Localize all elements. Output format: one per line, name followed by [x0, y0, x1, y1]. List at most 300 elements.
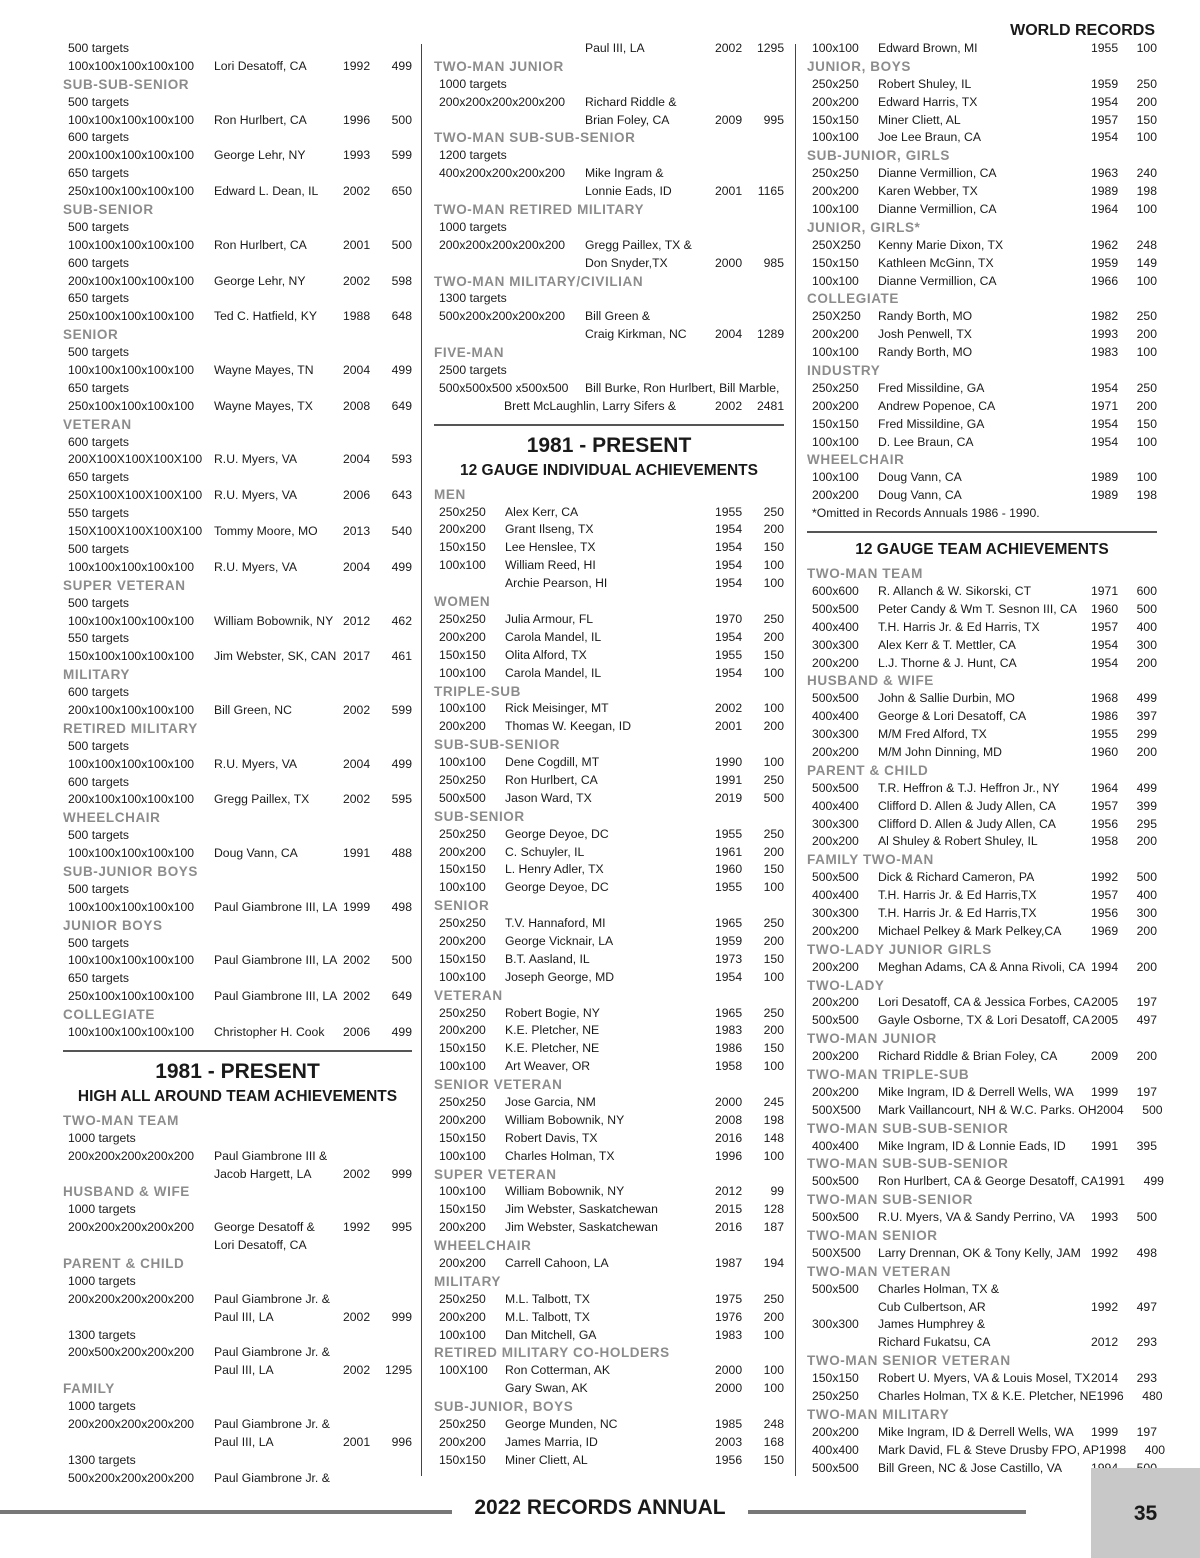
- record-row: [63, 147, 412, 165]
- record-row: [434, 557, 784, 575]
- record-event: 500 targets: [68, 935, 129, 950]
- record-name: M/M John Dinning, MD: [878, 744, 1002, 759]
- record-row: [807, 1245, 1157, 1263]
- record-year: 1991: [343, 846, 371, 861]
- record-event: 100x100: [812, 345, 859, 360]
- record-row: [434, 629, 784, 647]
- record-event: 1300 targets: [439, 291, 507, 306]
- record-year: 2001: [343, 237, 371, 252]
- record-year: 1999: [1091, 1424, 1119, 1439]
- record-year: [343, 1398, 385, 1416]
- record-score: 595: [391, 792, 412, 807]
- record-name: Joseph George, MD: [505, 969, 615, 984]
- record-name: Carola Mandel, IL: [505, 629, 602, 644]
- record-event: 500x500: [812, 1460, 859, 1475]
- section-heading: HUSBAND & WIFE: [807, 673, 934, 689]
- record-year: 2002: [343, 989, 371, 1004]
- record-year: 1960: [715, 862, 743, 877]
- section-heading: PARENT & CHILD: [807, 762, 929, 778]
- record-row: [434, 1452, 784, 1470]
- record-year: 2005: [1091, 1013, 1119, 1028]
- record-row: [63, 1344, 412, 1362]
- record-event: 100x100x100x100x100: [68, 1024, 195, 1039]
- record-year: 1957: [1091, 798, 1119, 813]
- record-row: [63, 1219, 412, 1237]
- record-name: Dianne Vermillion, CA: [878, 202, 997, 217]
- record-name: Mike Ingram &: [585, 166, 664, 181]
- record-score: [385, 1470, 412, 1488]
- record-name: Miner Cliett, AL: [505, 1452, 588, 1467]
- record-event: 150x150: [812, 255, 859, 270]
- record-row: [63, 541, 412, 559]
- record-score: 250: [763, 772, 784, 787]
- record-score: 499: [391, 559, 412, 574]
- record-name: Clifford D. Allen & Judy Allen, CA: [878, 798, 1056, 813]
- record-event: [807, 1299, 878, 1317]
- record-name: [214, 1273, 343, 1291]
- record-score: 499: [391, 756, 412, 771]
- record-row: [63, 1309, 412, 1327]
- record-name: Christopher H. Cook: [214, 1024, 325, 1039]
- record-score: [757, 94, 784, 112]
- records-column-3: [807, 40, 1166, 1477]
- record-name: Don Snyder,TX: [585, 255, 668, 270]
- record-name: Edward Brown, MI: [878, 41, 978, 55]
- record-row: [63, 398, 412, 416]
- record-event: 150x150: [439, 862, 486, 877]
- record-name: M.L. Talbott, TX: [505, 1309, 590, 1324]
- record-score: 498: [391, 899, 412, 914]
- record-name: T.R. Heffron & T.J. Heffron Jr., NY: [878, 780, 1060, 795]
- record-row: [434, 539, 784, 557]
- record-event: 100x100x100x100x100: [68, 613, 195, 628]
- record-event: 100x100: [439, 665, 486, 680]
- section-heading: SENIOR: [63, 327, 119, 343]
- record-name: Art Weaver, OR: [505, 1059, 591, 1074]
- record-name: Gregg Paillex, TX &: [585, 237, 692, 252]
- record-year: [343, 684, 385, 702]
- record-name: Ron Hurlbert, CA & George Desatoff, CA: [878, 1174, 1098, 1189]
- record-score: [385, 1344, 412, 1362]
- record-year: [1091, 1316, 1129, 1334]
- record-name: Dan Mitchell, GA: [505, 1327, 597, 1342]
- record-name: Paul III, LA: [214, 1434, 274, 1449]
- record-name: [214, 165, 343, 183]
- era-heading: 1981 - PRESENT: [526, 433, 692, 457]
- record-event: 250x250: [812, 1389, 859, 1404]
- section-heading: VETERAN: [434, 987, 503, 1003]
- record-event: 500x500: [812, 691, 859, 706]
- section-heading: COLLEGIATE: [807, 291, 899, 307]
- record-row: [63, 290, 412, 308]
- record-name: T.V. Hannaford, MI: [505, 916, 606, 931]
- record-score: 150: [763, 1041, 784, 1056]
- record-score: 128: [763, 1202, 784, 1217]
- record-score: [385, 595, 412, 613]
- record-name: [214, 1201, 343, 1219]
- record-row: [63, 684, 412, 702]
- record-event: 2500 targets: [439, 363, 507, 378]
- record-year: [343, 1452, 385, 1470]
- record-score: 200: [1136, 923, 1157, 938]
- record-row: [807, 1281, 1157, 1299]
- record-row: [63, 952, 412, 970]
- record-score: 100: [1136, 345, 1157, 360]
- record-name: [214, 40, 343, 58]
- record-year: [715, 290, 757, 308]
- page-number-box: [1091, 1468, 1200, 1558]
- record-event: 100x100: [439, 880, 486, 895]
- record-year: 1990: [715, 755, 743, 770]
- record-year: [343, 1148, 385, 1166]
- record-event: 500x500: [812, 870, 859, 885]
- record-row: [434, 718, 784, 736]
- footer-rule-left: [0, 1510, 452, 1514]
- record-score: 1295: [757, 41, 785, 55]
- record-row: [434, 1022, 784, 1040]
- record-score: 399: [1136, 798, 1157, 813]
- record-row: [807, 380, 1157, 398]
- record-row: [63, 988, 412, 1006]
- record-year: [343, 165, 385, 183]
- record-year: 1983: [715, 1327, 743, 1342]
- record-score: [385, 935, 412, 953]
- record-year: [343, 1327, 385, 1345]
- record-score: [385, 630, 412, 648]
- record-row: [434, 879, 784, 897]
- record-name: Paul Giambrone III, LA: [214, 899, 338, 914]
- record-year: 1954: [1091, 94, 1119, 109]
- record-event: 550 targets: [68, 631, 129, 646]
- record-score: 150: [1136, 416, 1157, 431]
- record-score: 200: [1136, 327, 1157, 342]
- record-row: [807, 1388, 1163, 1406]
- record-name: James Humphrey &: [878, 1317, 986, 1332]
- record-name: Richard Riddle &: [585, 94, 677, 109]
- record-event: 200x200: [812, 94, 859, 109]
- section-heading: SUB-JUNIOR BOYS: [63, 863, 199, 879]
- record-row: [807, 129, 1157, 147]
- record-row: [63, 58, 412, 76]
- record-row: [807, 1012, 1157, 1030]
- record-year: 1964: [1091, 780, 1119, 795]
- record-row: [434, 861, 784, 879]
- record-name: R.U. Myers, VA: [214, 559, 298, 574]
- record-row: [807, 237, 1157, 255]
- record-name: Jacob Hargett, LA: [214, 1166, 312, 1181]
- record-score: 100: [763, 1148, 784, 1163]
- record-name: Larry Drennan, OK & Tony Kelly, JAM: [878, 1245, 1081, 1260]
- record-event: 100x100x100x100x100: [68, 846, 195, 861]
- record-event: 200x200: [812, 488, 859, 503]
- record-event: 250x250: [812, 76, 859, 91]
- record-score: 643: [391, 488, 412, 503]
- record-row: [63, 613, 412, 631]
- record-name: Bill Burke, Ron Hurlbert, Bill Marble,: [585, 380, 780, 395]
- section-heading: FAMILY TWO-MAN: [807, 852, 934, 868]
- record-score: 462: [391, 613, 412, 628]
- record-score: 200: [1136, 94, 1157, 109]
- record-year: 1956: [1091, 816, 1119, 831]
- record-name: Robert Davis, TX: [505, 1130, 598, 1145]
- record-score: [385, 129, 412, 147]
- record-score: 100: [763, 665, 784, 680]
- record-event: [63, 1237, 214, 1255]
- record-score: 593: [391, 452, 412, 467]
- record-year: 1993: [343, 148, 371, 163]
- record-event: [434, 326, 585, 344]
- record-event: 150x150: [439, 540, 486, 555]
- section-heading: TWO-MAN SUB-SUB-SENIOR: [434, 130, 636, 146]
- record-score: 100: [763, 701, 784, 716]
- achievement-heading: HIGH ALL AROUND TEAM ACHIEVEMENTS: [77, 1087, 398, 1105]
- record-name: Mark Vaillancourt, NH & W.C. Parks. OH: [878, 1102, 1097, 1117]
- record-year: 2003: [715, 1434, 743, 1449]
- record-score: [385, 255, 412, 273]
- record-event: 200x100x100x100x100: [68, 792, 195, 807]
- record-event: 150x150: [812, 416, 859, 431]
- record-year: 2002: [343, 1166, 371, 1181]
- section-heading: SUB-JUNIOR, GIRLS: [807, 148, 950, 164]
- record-row: [434, 521, 784, 539]
- section-heading: SUB-SENIOR: [434, 808, 525, 824]
- footer-rule-right: [748, 1510, 1026, 1514]
- record-year: 1960: [1091, 744, 1119, 759]
- record-row: [434, 165, 784, 183]
- record-row: [63, 738, 412, 756]
- record-row: [63, 308, 412, 326]
- record-score: 500: [1142, 1102, 1163, 1117]
- record-score: 200: [763, 629, 784, 644]
- record-score: 99: [770, 1184, 784, 1199]
- record-event: 100x100x100x100x100: [68, 953, 195, 968]
- record-year: 2000: [715, 1381, 743, 1396]
- record-year: [343, 129, 385, 147]
- record-year: 2006: [343, 488, 371, 503]
- record-row: [434, 1005, 784, 1023]
- record-row: [807, 780, 1157, 798]
- section-heading: TWO-MAN RETIRED MILITARY: [434, 202, 645, 218]
- record-event: 1000 targets: [439, 76, 507, 91]
- record-row: [434, 933, 784, 951]
- record-name: C. Schuyler, IL: [505, 844, 585, 859]
- record-row: [807, 726, 1157, 744]
- record-score: [757, 237, 784, 255]
- record-event: 250x250: [439, 772, 486, 787]
- record-name: Charles Holman, TX: [505, 1148, 615, 1163]
- record-row: [434, 398, 784, 416]
- record-score: 300: [1136, 905, 1157, 920]
- record-score: [385, 165, 412, 183]
- record-event: 500x200x200x200x200: [439, 309, 566, 324]
- section-heading: TRIPLE-SUB: [434, 683, 521, 699]
- record-year: [343, 630, 385, 648]
- record-event: 200x200: [812, 1084, 859, 1099]
- record-row: [63, 505, 412, 523]
- record-row: [434, 76, 784, 94]
- record-row: [807, 1102, 1163, 1120]
- record-score: 198: [1136, 184, 1157, 199]
- record-row: [63, 94, 412, 112]
- record-name: [585, 362, 715, 380]
- footer-title: 2022 RECORDS ANNUAL: [474, 1496, 726, 1519]
- record-score: [385, 970, 412, 988]
- record-name: Carola Mandel, IL: [505, 665, 602, 680]
- record-row: [807, 416, 1157, 434]
- record-name: William Bobownik, NY: [505, 1112, 625, 1127]
- record-name: Paul III, LA: [585, 41, 645, 55]
- record-year: [343, 1237, 385, 1255]
- record-name: Bill Green, NC: [214, 702, 292, 717]
- record-year: 1957: [1091, 888, 1119, 903]
- record-event: 200x200: [812, 995, 859, 1010]
- record-name: Wayne Mayes, TN: [214, 363, 314, 378]
- record-event: [63, 1434, 214, 1452]
- record-score: 599: [391, 702, 412, 717]
- record-name: Paul Giambrone Jr. &: [214, 1291, 330, 1306]
- record-row: [807, 905, 1157, 923]
- record-row: [434, 969, 784, 987]
- record-year: 1976: [715, 1309, 743, 1324]
- record-score: 497: [1136, 1013, 1157, 1028]
- record-score: 500: [391, 112, 412, 127]
- record-score: [385, 684, 412, 702]
- record-year: 2004: [343, 756, 371, 771]
- record-row: [63, 183, 412, 201]
- record-score: 540: [391, 524, 412, 539]
- record-name: Richard Fukatsu, CA: [878, 1335, 991, 1350]
- record-row: [63, 648, 412, 666]
- record-year: 2001: [715, 184, 743, 199]
- record-name: [214, 738, 343, 756]
- record-event: 600 targets: [68, 774, 129, 789]
- record-name: Randy Borth, MO: [878, 345, 973, 360]
- record-year: [343, 1273, 385, 1291]
- record-name: Robert U. Myers, VA & Louis Mosel, TX: [878, 1371, 1091, 1386]
- section-heading: TWO-MAN JUNIOR: [807, 1031, 937, 1047]
- record-name: George Lehr, NY: [214, 273, 306, 288]
- record-score: [385, 290, 412, 308]
- record-name: William Reed, HI: [505, 558, 596, 573]
- record-row: [63, 129, 412, 147]
- record-year: 1969: [1091, 923, 1119, 938]
- record-row: [807, 744, 1157, 762]
- record-event: 400x400: [812, 1138, 859, 1153]
- record-event: 150x150: [439, 951, 486, 966]
- record-year: 2004: [343, 559, 371, 574]
- record-row: [434, 1219, 784, 1237]
- record-score: 2481: [757, 398, 785, 413]
- column-divider: [421, 44, 422, 1476]
- record-row: [434, 1040, 784, 1058]
- record-row: [807, 40, 1157, 58]
- section-heading: FIVE-MAN: [434, 345, 505, 361]
- record-year: 1986: [1091, 709, 1119, 724]
- record-year: [715, 76, 757, 94]
- record-year: 1954: [715, 522, 743, 537]
- record-event: 200x200: [812, 1424, 859, 1439]
- record-name: T.H. Harris Jr. & Ed Harris, TX: [878, 619, 1040, 634]
- record-name: Ron Hurlbert, CA: [505, 772, 598, 787]
- record-event: 200x200: [439, 719, 486, 734]
- record-row: [807, 1316, 1157, 1334]
- record-event: 250x250: [439, 916, 486, 931]
- record-name: [585, 147, 715, 165]
- record-event: 200x200x200x200x200: [68, 1417, 195, 1432]
- record-row: [807, 1442, 1166, 1460]
- record-event: 500x500: [812, 780, 859, 795]
- record-row: [434, 255, 784, 273]
- record-year: 1960: [1091, 601, 1119, 616]
- record-score: 649: [391, 989, 412, 1004]
- record-year: 2002: [715, 398, 743, 413]
- section-heading: TWO-LADY JUNIOR GIRLS: [807, 941, 992, 957]
- record-year: 1954: [1091, 655, 1119, 670]
- record-event: 250x100x100x100x100: [68, 309, 195, 324]
- record-event: 200x200: [812, 834, 859, 849]
- record-year: 2002: [343, 953, 371, 968]
- record-row: [434, 772, 784, 790]
- record-row: [807, 487, 1157, 505]
- record-name: [214, 541, 343, 559]
- record-row: [434, 1094, 784, 1112]
- record-name: Paul Giambrone Jr. &: [214, 1345, 330, 1360]
- record-row: [807, 1138, 1157, 1156]
- record-score: [385, 774, 412, 792]
- record-row: [63, 380, 412, 398]
- section-heading: WHEELCHAIR: [434, 1238, 532, 1254]
- record-row: [63, 559, 412, 577]
- record-year: 2013: [343, 524, 371, 539]
- record-score: 500: [1136, 1210, 1157, 1225]
- record-event: 500x500: [812, 601, 859, 616]
- record-year: 1991: [1091, 1138, 1119, 1153]
- record-row: [807, 1299, 1157, 1317]
- record-row: [63, 1362, 412, 1380]
- record-score: [385, 1291, 412, 1309]
- record-year: [343, 1416, 385, 1434]
- record-row: [807, 1209, 1157, 1227]
- record-score: [385, 1327, 412, 1345]
- record-name: John & Sallie Durbin, MO: [878, 691, 1015, 706]
- record-score: 148: [763, 1130, 784, 1145]
- record-name: Dianne Vermillion, CA: [878, 273, 997, 288]
- record-year: 1992: [343, 58, 371, 73]
- record-event: 200x200: [439, 1256, 486, 1270]
- record-row: [63, 1130, 412, 1148]
- record-score: 100: [763, 969, 784, 984]
- record-row: [807, 1424, 1157, 1442]
- record-score: 100: [1136, 202, 1157, 217]
- record-score: 100: [1136, 470, 1157, 485]
- record-score: 498: [1136, 1245, 1157, 1260]
- record-name: [585, 219, 715, 237]
- record-name: [214, 255, 343, 273]
- record-row: [807, 619, 1157, 637]
- record-year: [343, 881, 385, 899]
- record-name: Cub Culbertson, AR: [878, 1299, 986, 1314]
- record-name: Michael Pelkey & Mark Pelkey,CA: [878, 923, 1062, 938]
- record-year: 1996: [343, 112, 371, 127]
- record-year: [343, 935, 385, 953]
- section-heading: HUSBAND & WIFE: [63, 1184, 190, 1200]
- record-row: [434, 380, 784, 398]
- record-row: [63, 630, 412, 648]
- section-heading: PARENT & CHILD: [63, 1256, 185, 1271]
- record-name: Doug Vann, CA: [878, 488, 962, 503]
- record-row: [807, 994, 1157, 1012]
- record-score: 999: [391, 1309, 412, 1324]
